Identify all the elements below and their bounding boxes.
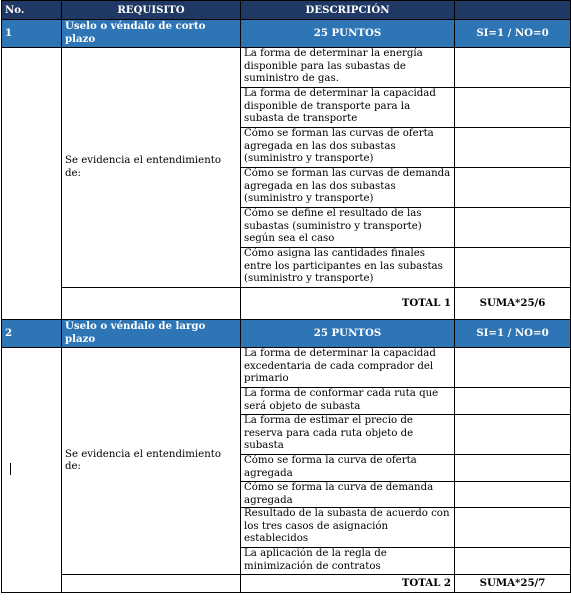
header-row xyxy=(2,1,571,20)
score-cell[interactable] xyxy=(455,88,571,128)
criterion-text: La aplicación de la regla de minimización de contratos xyxy=(241,548,455,575)
evaluation-table xyxy=(1,0,571,593)
criterion-text: Cómo asigna las cantidades finales entre los participantes en las subastas (suministro y transporte) xyxy=(241,248,455,288)
criterion-text: Cómo se forman las curvas de oferta agregada en las dos subastas (suministro y transporte) xyxy=(241,128,455,168)
total-row xyxy=(2,288,571,320)
section-scoring: SI=1 / NO=0 xyxy=(455,20,571,48)
section-row xyxy=(2,320,571,348)
item-row xyxy=(2,348,571,388)
score-cell[interactable] xyxy=(455,482,571,508)
header-no: No. xyxy=(2,1,62,20)
criterion-text: La forma de determinar la capacidad disponible de transporte para la subasta de transporte xyxy=(241,88,455,128)
total-formula: SUMA*25/7 xyxy=(455,575,571,593)
text-cursor-icon xyxy=(10,463,11,475)
criterion-text: La forma de conformar cada ruta que será objeto de subasta xyxy=(241,388,455,415)
section-points: 25 PUNTOS xyxy=(241,320,455,348)
criterion-text: Cómo se forman las curvas de demanda agregada en las dos subastas (suministro y transporte) xyxy=(241,168,455,208)
item-row xyxy=(2,48,571,88)
total-row xyxy=(2,575,571,593)
score-cell[interactable] xyxy=(455,128,571,168)
score-cell[interactable] xyxy=(455,168,571,208)
total-label: TOTAL 1 xyxy=(241,288,455,320)
score-cell[interactable] xyxy=(455,248,571,288)
score-cell[interactable] xyxy=(455,415,571,455)
header-extra xyxy=(455,1,571,20)
section-scoring: SI=1 / NO=0 xyxy=(455,320,571,348)
section-points: 25 PUNTOS xyxy=(241,20,455,48)
header-descripcion: DESCRIPCIÓN xyxy=(241,1,455,20)
criterion-text: Resultado de la subasta de acuerdo con los tres casos de asignación establecidos xyxy=(241,508,455,548)
score-cell[interactable] xyxy=(455,455,571,482)
score-cell[interactable] xyxy=(455,388,571,415)
section-number: 2 xyxy=(2,320,62,348)
total-blank-cell xyxy=(62,288,241,320)
requirement-text: Se evidencia el entendimiento de: xyxy=(62,48,241,288)
score-cell[interactable] xyxy=(455,48,571,88)
section-title: Úselo o véndalo de largo plazo xyxy=(62,320,241,348)
total-blank-cell xyxy=(62,575,241,593)
score-cell[interactable] xyxy=(455,208,571,248)
section-number-cell xyxy=(2,348,62,593)
section-title: Úselo o véndalo de corto plazo xyxy=(62,20,241,48)
section-row xyxy=(2,20,571,48)
score-cell[interactable] xyxy=(455,348,571,388)
section-number: 1 xyxy=(2,20,62,48)
score-cell[interactable] xyxy=(455,508,571,548)
section-number-cell xyxy=(2,48,62,320)
criterion-text: La forma de determinar la energía disponible para las subastas de suministro de gas. xyxy=(241,48,455,88)
criterion-text: La forma de estimar el precio de reserva para cada ruta objeto de subasta xyxy=(241,415,455,455)
criterion-text: La forma de determinar la capacidad excedentaria de cada comprador del primario xyxy=(241,348,455,388)
score-cell[interactable] xyxy=(455,548,571,575)
criterion-text: Cómo se forma la curva de demanda agregada xyxy=(241,482,455,508)
criterion-text: Cómo se forma la curva de oferta agregada xyxy=(241,455,455,482)
requirement-text: Se evidencia el entendimiento de: xyxy=(62,348,241,575)
total-label: TOTAL 2 xyxy=(241,575,455,593)
header-requisito: REQUISITO xyxy=(62,1,241,20)
total-formula: SUMA*25/6 xyxy=(455,288,571,320)
criterion-text: Cómo se define el resultado de las subastas (suministro y transporte) según sea el caso xyxy=(241,208,455,248)
